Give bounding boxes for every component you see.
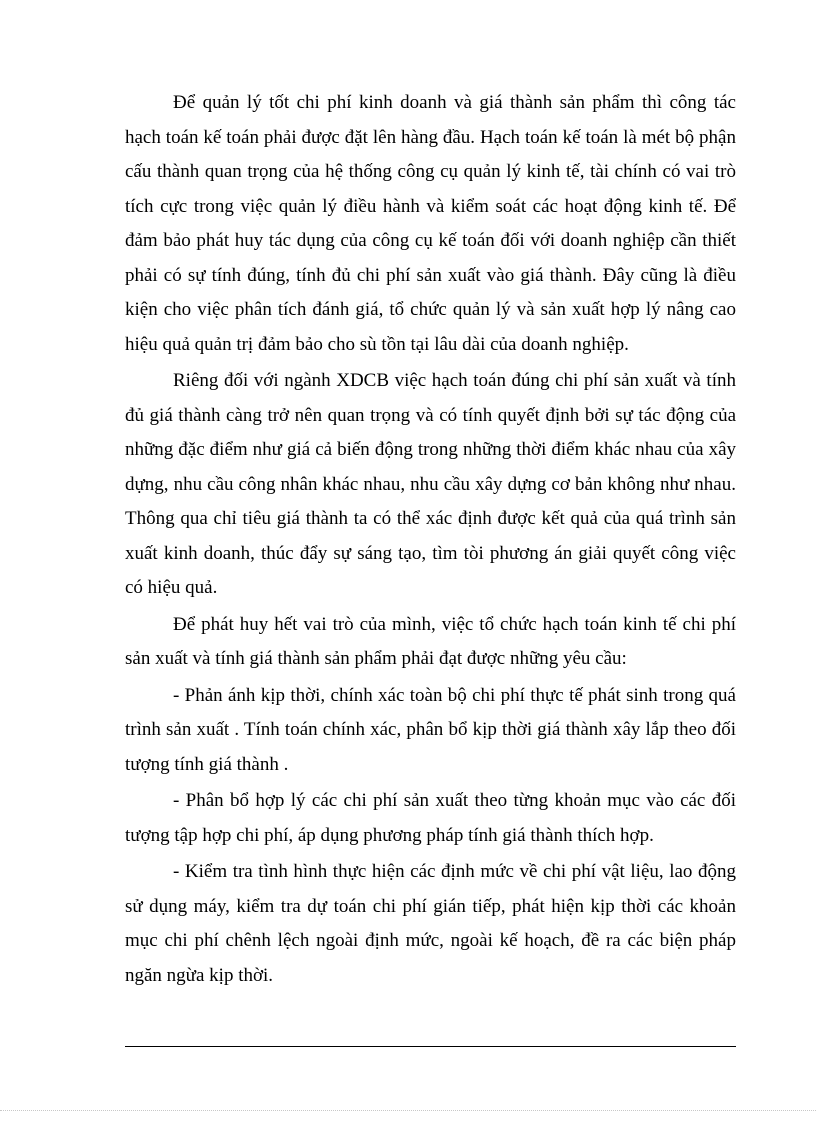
paragraph-xdcb-industry: Riêng đối với ngành XDCB việc hạch toán đúng chi phí sản xuất và tính đủ giá thành càng trở nên quan trọng và có tính quyết định bởi sự tác động của những đặc điểm như giá cả biến động trong những thời điểm khác nhau của xây dựng, nhu cầu công nhân khác nhau, nhu cầu xây dựng cơ bản không như nhau. Thông qua chỉ tiêu giá thành ta có thể xác định được kết quả của quá trình sản xuất kinh doanh, thúc đẩy sự sáng tạo, tìm tòi phương án giải quyết công việc có hiệu quả. xyxy=(125,370,736,598)
page-bottom-border xyxy=(0,1110,816,1111)
list-item-check-norms: - Kiểm tra tình hình thực hiện các định mức về chi phí vật liệu, lao động sử dụng máy, kiểm tra dự toán chi phí gián tiếp, phát hiện kịp thời các khoản mục chi phí chênh lệch ngoài định mức, ngoài kế hoạch, đề ra các biện pháp ngăn ngừa kịp thời. xyxy=(125,861,736,986)
list-item-allocate-costs: - Phân bổ hợp lý các chi phí sản xuất theo từng khoản mục vào các đối tượng tập hợp chi phí, áp dụng phương pháp tính giá thành thích hợp. xyxy=(125,790,736,846)
paragraph-cost-management: Để quản lý tốt chi phí kinh doanh và giá thành sản phẩm thì công tác hạch toán kế toán phải được đặt lên hàng đầu. Hạch toán kế toán là mét bộ phận cấu thành quan trọng của hệ thống công cụ quản lý kinh tế, tài chính có vai trò tích cực trong việc quản lý điều hành và kiểm soát các hoạt động kinh tế. Để đảm bảo phát huy tác dụng của công cụ kế toán đối với doanh nghiệp cần thiết phải có sự tính đúng, tính đủ chi phí sản xuất vào giá thành. Đây cũng là điều kiện cho việc phân tích đánh giá, tổ chức quản lý và sản xuất hợp lý nâng cao hiệu quả quản trị đảm bảo cho sù tồn tại lâu dài của doanh nghiệp. xyxy=(125,92,736,355)
document-body xyxy=(125,86,736,995)
paragraph-requirements-intro: Để phát huy hết vai trò của mình, việc tổ chức hạch toán kinh tế chi phí sản xuất và tính giá thành sản phẩm phải đạt được những yêu cầu: xyxy=(125,613,736,669)
footer-divider xyxy=(125,1046,736,1047)
list-item-reflect-costs: - Phản ánh kịp thời, chính xác toàn bộ chi phí thực tế phát sinh trong quá trình sản xuất . Tính toán chính xác, phân bổ kịp thời giá thành xây lắp theo đối tượng tính giá thành . xyxy=(125,684,736,775)
